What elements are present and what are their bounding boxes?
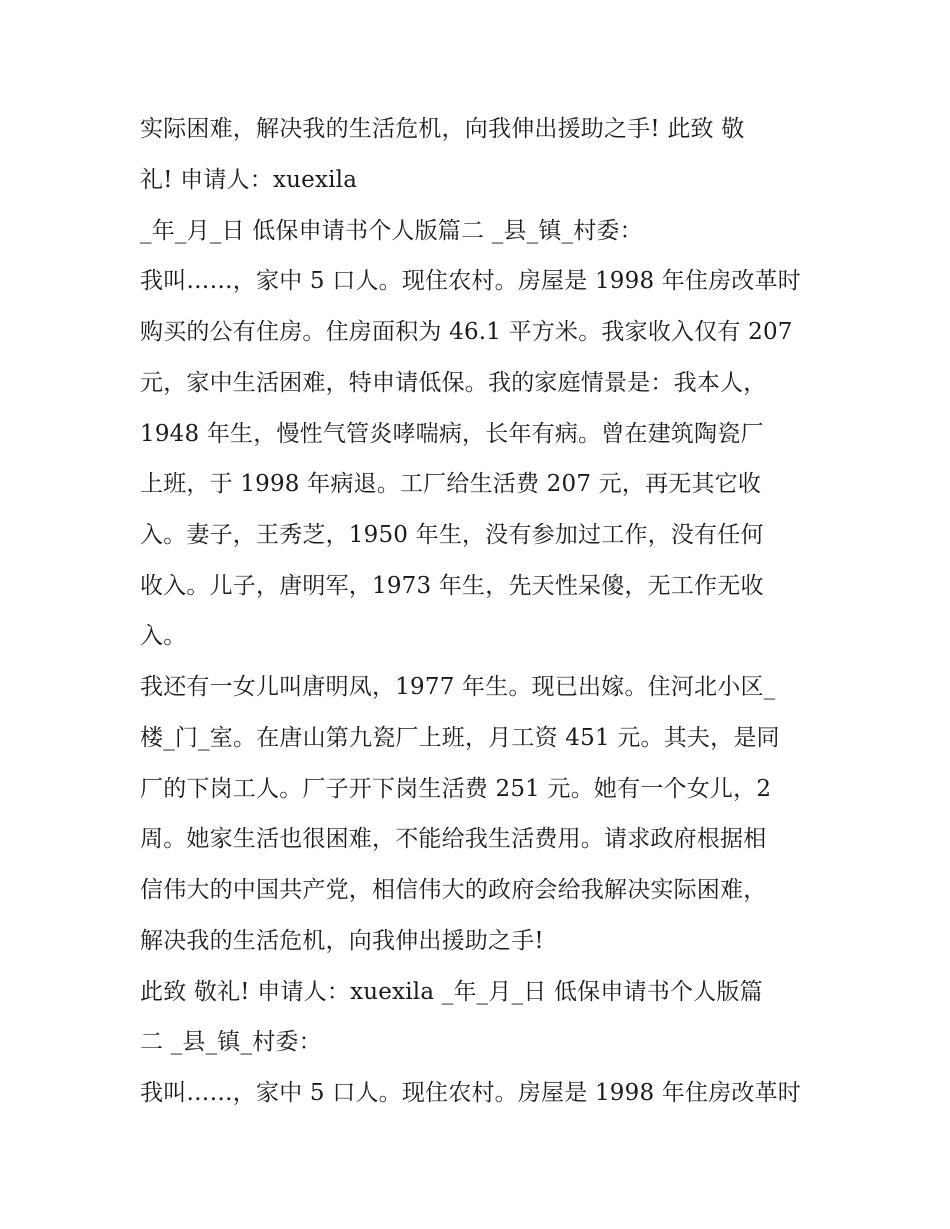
text-line: 入。 xyxy=(140,623,187,649)
text-line: 购买的公有住房。住房面积为 46.1 平方米。我家收入仅有 207 xyxy=(140,319,793,345)
text-line: 我还有一女儿叫唐明凤，1977 年生。现已出嫁。住河北小区_ xyxy=(140,674,776,700)
text-line: 楼_门_室。在唐山第九瓷厂上班，月工资 451 元。其夫，是同 xyxy=(140,725,780,751)
text-line: 上班，于 1998 年病退。工厂给生活费 207 元，再无其它收 xyxy=(140,471,762,497)
text-line: 周。她家生活也很困难，不能给我生活费用。请求政府根据相 xyxy=(140,826,767,852)
text-line: 厂的下岗工人。厂子开下岗生活费 251 元。她有一个女儿，2 xyxy=(140,776,772,802)
text-line: 此致 敬礼! 申请人：xuexila _年_月_日 低保申请书个人版篇 xyxy=(140,979,763,1005)
text-line: 我叫……，家中 5 口人。现住农村。房屋是 1998 年住房改革时 xyxy=(140,1080,802,1106)
text-line: 元，家中生活困难，特申请低保。我的家庭情景是：我本人， xyxy=(140,370,767,396)
text-line: 实际困难，解决我的生活危机，向我伸出援助之手! 此致 敬 xyxy=(140,116,745,142)
text-line: _年_月_日 低保申请书个人版篇二 _县_镇_村委： xyxy=(140,218,643,244)
text-line: 收入。儿子，唐明军，1973 年生，先天性呆傻，无工作无收 xyxy=(140,573,764,599)
text-line: 二 _县_镇_村委： xyxy=(140,1029,322,1055)
text-line: 信伟大的中国共产党，相信伟大的政府会给我解决实际困难， xyxy=(140,877,767,903)
text-line: 入。妻子，王秀芝，1950 年生，没有参加过工作，没有任何 xyxy=(140,522,764,548)
text-line: 我叫……，家中 5 口人。现住农村。房屋是 1998 年住房改革时 xyxy=(140,268,802,294)
text-line: 1948 年生，慢性气管炎哮喘病，长年有病。曾在建筑陶瓷厂 xyxy=(140,421,764,447)
text-line: 解决我的生活危机，向我伸出援助之手! xyxy=(140,928,544,954)
text-line: 礼! 申请人：xuexila xyxy=(140,167,358,193)
